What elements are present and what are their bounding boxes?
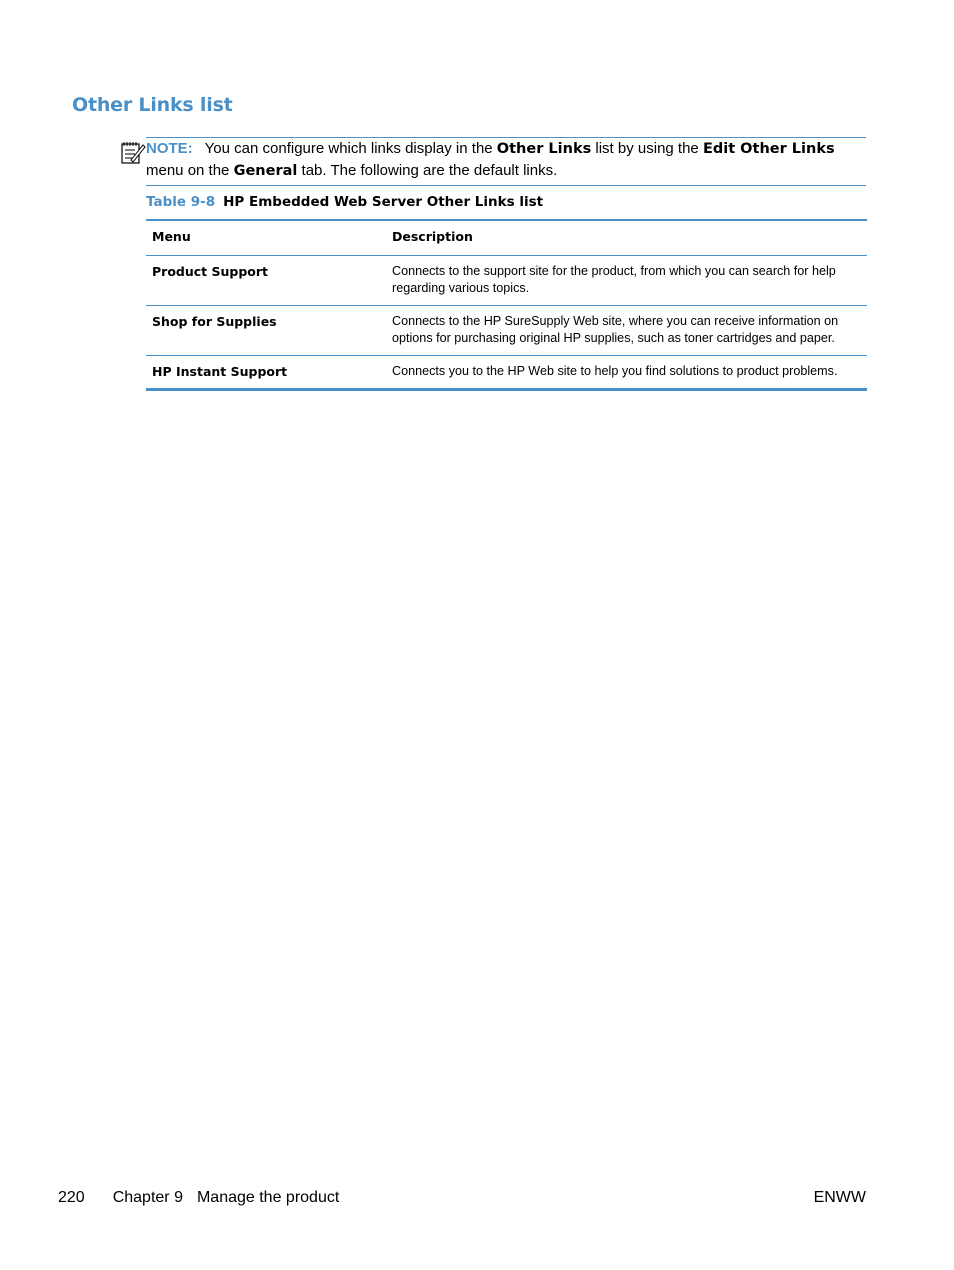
note-label: NOTE:	[146, 140, 193, 157]
row-description-cell: Connects you to the HP Web site to help you find solutions to product problems.	[392, 364, 838, 378]
note-pencil-icon	[119, 139, 147, 165]
section-heading: Other Links list	[72, 94, 233, 116]
row-description-cell: Connects to the support site for the product, from which you can search for help regarding various topics.	[386, 256, 867, 306]
row-menu-cell: HP Instant Support	[152, 364, 288, 379]
note-text-4: tab. The following are the default links.	[297, 162, 558, 179]
other-links-table	[146, 219, 867, 391]
row-menu-cell: Shop for Supplies	[146, 306, 386, 356]
note-box	[146, 137, 866, 186]
column-header-menu: Menu	[146, 220, 386, 256]
row-description-cell: Connects to the HP SureSupply Web site, where you can receive information on options for purchasing original HP supplies, such as toner cartridges and paper.	[386, 306, 867, 356]
table-row	[146, 356, 867, 390]
note-bold-edit-other-links: Edit Other Links	[702, 141, 835, 157]
table-row	[146, 306, 867, 356]
footer-right: ENWW	[813, 1189, 866, 1206]
row-menu-cell: Product Support	[146, 256, 386, 306]
note-text-2: list by using the	[591, 140, 703, 157]
column-header-description: Description	[386, 220, 867, 256]
footer-chapter: Chapter 9	[112, 1189, 183, 1206]
note-bold-other-links: Other Links	[496, 141, 592, 157]
note-text-1: You can configure which links display in the	[204, 140, 497, 157]
footer-chapter-title: Manage the product	[196, 1189, 340, 1206]
table-title: HP Embedded Web Server Other Links list	[223, 194, 544, 210]
table-row	[146, 256, 867, 306]
table-caption	[146, 194, 543, 210]
table-header-row	[146, 220, 867, 256]
note-bold-general: General	[233, 163, 298, 179]
page-number: 220	[58, 1189, 85, 1206]
note-text-3: menu on the	[146, 162, 234, 179]
footer-left	[58, 1189, 339, 1207]
table-number: Table 9-8	[146, 194, 216, 210]
